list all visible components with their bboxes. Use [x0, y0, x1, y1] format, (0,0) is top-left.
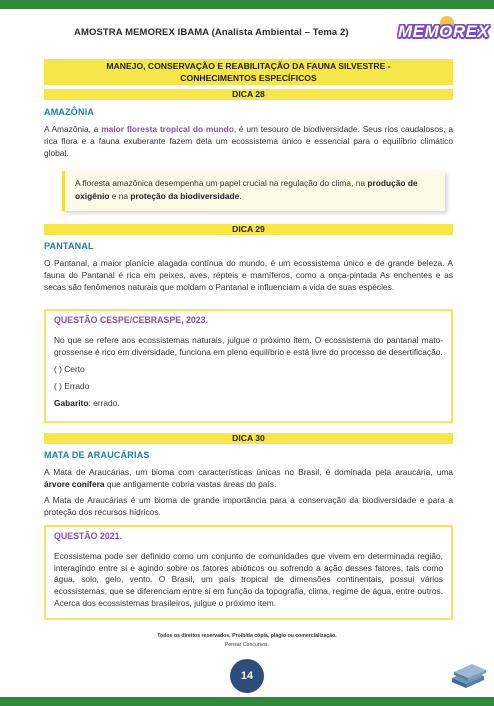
books-icon [448, 662, 488, 690]
footer-brand: Pensar Concursos. [224, 642, 270, 648]
bottom-color-bar [0, 697, 494, 706]
question-box-2021 [44, 525, 453, 620]
dica-29-banner: DICA 29 [44, 224, 453, 235]
memorex-logo [396, 14, 494, 54]
question-title-2021: QUESTÃO 2021. [54, 531, 122, 541]
section-title-line2: CONHECIMENTOS ESPECÍFICOS [180, 72, 317, 83]
dica-30-banner: DICA 30 [44, 433, 453, 444]
gabarito: Gabarito: errado. [54, 397, 120, 408]
section-title [44, 59, 453, 85]
option-certo: ( ) Certo [54, 364, 85, 375]
section-title-line1: MANEJO, CONSERVAÇÃO E REABILITAÇÃO DA FAUNA SILVESTRE - [106, 61, 391, 71]
araucarias-paragraph-2: A Mata de Araucárias é um bioma de grande importância para a conservação da biodiversidade e para a proteção dos recursos hídricos. [44, 495, 453, 517]
logo-text: MEMOREX [398, 22, 490, 41]
footer-rights: Todos os direitos reservados. Proibida cópia, plágio ou comercialização. [157, 633, 337, 639]
question-text-2021: Ecossistema pode ser definido como um conjunto de comunidades que vivem em determinada região, interagindo entre si e agindo sobre os fatores abióticos ou sofrendo a ação desses fatores, tais como água, solo, gelo, vento. O Brasil, um país tropical de dimensões continentais, possui vários ecossistemas, que se diferenciam entre si em função da topografia, clima, regime de água, entre outros. Acerca dos ecossistemas brasileiros, julgue o próximo item. [54, 550, 443, 608]
amazonia-callout: A floresta amazônica desempenha um papel crucial na regulação do clima, na produção de oxigênio e na proteção da biodiversidade. [62, 171, 445, 211]
heading-pantanal: PANTANAL [44, 241, 94, 251]
amazonia-paragraph: A Amazônia, a maior floresta tropical do mundo, é um tesouro de biodiversidade. Seus rios caudalosos, a rica flora e a fauna exuberante fazem dela um ecossistema único e essencial para o equilíbrio climático global. [44, 124, 453, 158]
araucarias-paragraph-1: A Mata de Araucárias, um bioma com características únicas no Brasil, é dominada pela araucária, uma árvore conífera que antigamente cobria vastas áreas do país. [44, 467, 453, 489]
heading-amazonia: AMAZÔNIA [44, 107, 95, 117]
question-title: QUESTÃO CESPE/CEBRASPE, 2023. [54, 315, 208, 325]
question-text: No que se refere aos ecossistemas naturais, julgue o próximo item. O ecossistema do pantanal mato-grossense é rico em diversidade, funciona em pleno equilíbrio e está livre do processo de desertificação. [54, 334, 443, 357]
dica-28-banner: DICA 28 [44, 89, 453, 100]
document-header-title: AMOSTRA MEMOREX IBAMA (Analista Ambiental – Tema 2) [74, 27, 349, 38]
top-color-bar [0, 0, 494, 9]
pantanal-paragraph: O Pantanal, a maior planície alagada contínua do mundo, é um ecossistema único e de grande beleza. A fauna do Pantanal é rica em peixes, aves, répteis e mamíferos, como a onça-pintada As enchentes e as secas são fenômenos naturais que moldam o Pantanal e influenciam a vida de suas espécies. [44, 258, 453, 292]
question-box-cespe [44, 309, 453, 423]
page-number-badge: 14 [230, 659, 264, 693]
option-errado: ( ) Errado [54, 381, 90, 392]
heading-mata-araucarias: MATA DE ARAUCÁRIAS [44, 450, 150, 460]
highlight-maior-floresta: maior floresta tropical do mundo [101, 124, 234, 134]
